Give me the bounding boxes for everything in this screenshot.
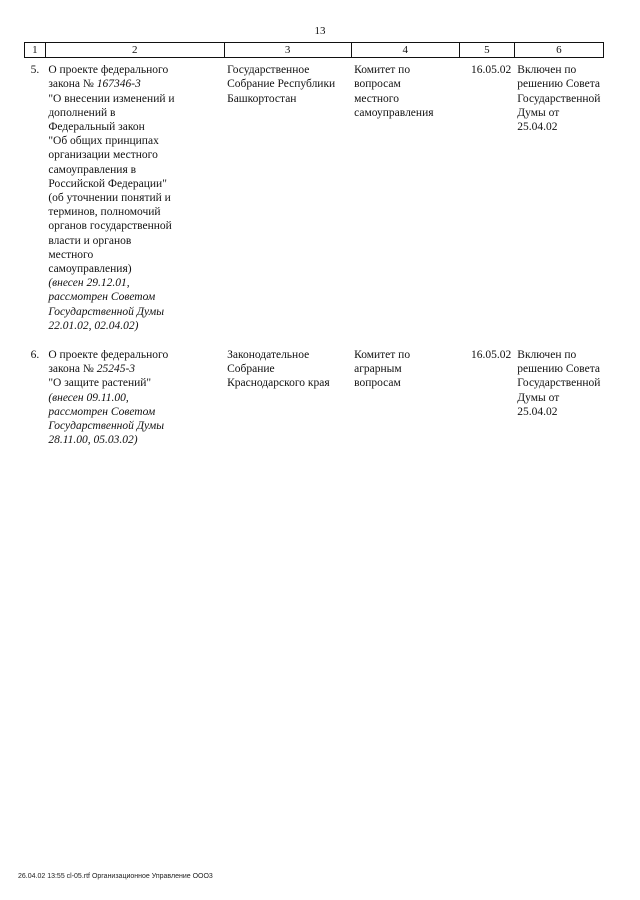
author-line: Краснодарского края bbox=[227, 377, 330, 390]
bill-title-line: самоуправления) bbox=[48, 263, 132, 276]
table-header-row bbox=[25, 43, 604, 58]
row-number-cell bbox=[25, 58, 46, 333]
bill-title-line: органов государственной bbox=[48, 220, 172, 233]
bill-title-line: (об уточнении понятий и bbox=[48, 192, 171, 205]
committee-line: аграрным bbox=[354, 363, 402, 376]
column-header: 2 bbox=[45, 43, 224, 58]
bill-title-line: терминов, полномочий bbox=[48, 206, 161, 219]
bill-number-line bbox=[48, 77, 221, 91]
bill-title-cell bbox=[45, 58, 224, 333]
bill-title-cell bbox=[45, 343, 224, 447]
bill-history-line: Государственной Думы bbox=[48, 420, 164, 433]
status-line: Включен по bbox=[517, 349, 577, 362]
column-header: 5 bbox=[460, 43, 515, 58]
bill-title-line: "О защите растений" bbox=[48, 377, 152, 390]
status-line: Думы от 25.04.02 bbox=[517, 391, 560, 418]
bill-title-line: Федеральный закон bbox=[48, 121, 145, 134]
author-cell bbox=[224, 343, 351, 447]
bill-history-line: 28.11.00, 05.03.02) bbox=[48, 434, 138, 447]
committee-line: вопросам bbox=[354, 78, 401, 91]
committee-cell bbox=[351, 58, 459, 333]
status-cell bbox=[514, 58, 603, 333]
column-header: 1 bbox=[25, 43, 46, 58]
row-number-cell bbox=[25, 343, 46, 447]
status-line: решению Совета bbox=[517, 363, 601, 376]
row-number: 5. bbox=[30, 64, 40, 77]
committee-line: вопросам bbox=[354, 377, 401, 390]
status-line: Государственной bbox=[517, 377, 601, 390]
committee-line: Комитет по bbox=[354, 349, 411, 362]
bill-number: 25245-3 bbox=[96, 363, 136, 376]
bill-history-line: рассмотрен Советом bbox=[48, 405, 156, 418]
author-line: Собрание bbox=[227, 363, 275, 376]
bill-title-line: самоуправления в bbox=[48, 163, 137, 176]
bills-table bbox=[24, 42, 604, 447]
bill-title-line: "О внесении изменений и bbox=[48, 92, 175, 105]
column-header: 4 bbox=[351, 43, 459, 58]
bill-title-line: дополнений в bbox=[48, 106, 116, 119]
row-spacer bbox=[25, 333, 604, 343]
bill-number-prefix: закона № bbox=[48, 363, 97, 376]
bill-title-line: власти и органов bbox=[48, 234, 132, 247]
author-line: Государственное bbox=[227, 64, 310, 77]
committee-line: Комитет по bbox=[354, 64, 411, 77]
date-value: 16.05.02 bbox=[471, 349, 512, 362]
column-header: 6 bbox=[514, 43, 603, 58]
author-cell bbox=[224, 58, 351, 333]
bill-history-line: рассмотрен Советом bbox=[48, 291, 156, 304]
bill-number-prefix: закона № bbox=[48, 78, 97, 91]
column-header: 3 bbox=[224, 43, 351, 58]
status-line: Государственной bbox=[517, 92, 601, 105]
status-line: Думы от 25.04.02 bbox=[517, 106, 560, 134]
bill-number-line bbox=[48, 362, 221, 376]
bill-history-line: 22.01.02, 02.04.02) bbox=[48, 319, 139, 332]
page-number: 13 bbox=[314, 25, 326, 37]
status-cell bbox=[514, 343, 603, 447]
bill-title-line: Российской Федерации" bbox=[48, 177, 167, 190]
committee-line: местного bbox=[354, 92, 399, 105]
author-line: Башкортостан bbox=[227, 92, 297, 105]
table-row bbox=[25, 58, 604, 333]
status-line: Включен по bbox=[517, 64, 577, 77]
author-line: Законодательное bbox=[227, 349, 310, 362]
bill-history-line: Государственной Думы bbox=[48, 305, 164, 318]
bill-title-line: О проекте федерального bbox=[48, 349, 169, 362]
bill-history-line: (внесен 29.12.01, bbox=[48, 277, 130, 290]
status-line: решению Совета bbox=[517, 78, 601, 91]
document-footer: 26.04.02 13:55 cl-05.rtf Организационное Управление ООО3 bbox=[18, 873, 213, 880]
date-cell bbox=[460, 58, 515, 333]
date-value: 16.05.02 bbox=[471, 64, 512, 77]
bill-title-line: организации местного bbox=[48, 149, 158, 162]
date-cell bbox=[460, 343, 515, 447]
committee-cell bbox=[351, 343, 459, 447]
bill-title-line: "Об общих принципах bbox=[48, 135, 159, 148]
bill-history-line: (внесен 09.11.00, bbox=[48, 391, 129, 404]
bill-title-line: О проекте федерального bbox=[48, 64, 169, 77]
bill-title-line: местного bbox=[48, 248, 94, 261]
author-line: Собрание Республики bbox=[227, 78, 336, 91]
committee-line: самоуправления bbox=[354, 106, 434, 119]
bill-number: 167346-3 bbox=[96, 78, 141, 91]
table-row bbox=[25, 343, 604, 447]
row-number: 6. bbox=[30, 349, 40, 362]
